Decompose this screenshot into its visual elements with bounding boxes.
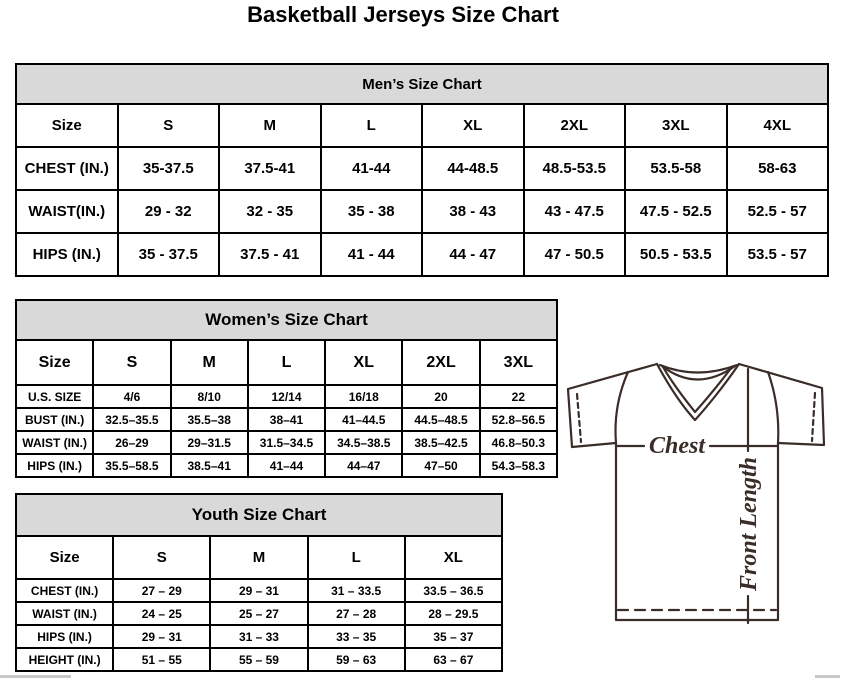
- column-header: S: [93, 340, 170, 385]
- table-header-row: [16, 340, 557, 385]
- row-label: WAIST (IN.): [16, 602, 113, 625]
- left-armhole-seam: [616, 372, 629, 443]
- size-table: [15, 63, 829, 277]
- womens-size-chart: [15, 299, 558, 476]
- front-length-label: Front Length: [736, 456, 762, 592]
- size-value-cell: 35 - 37.5: [118, 233, 220, 276]
- size-value-cell: 29 - 32: [118, 190, 220, 233]
- right-armhole-seam: [768, 372, 778, 443]
- column-header: 3XL: [480, 340, 557, 385]
- column-header: 3XL: [625, 104, 727, 147]
- size-value-cell: 35 – 37: [405, 625, 502, 648]
- chest-label: Chest: [648, 433, 706, 459]
- youth-size-chart: [15, 493, 503, 670]
- column-header: XL: [325, 340, 402, 385]
- right-cuff-dashed-line: [812, 393, 815, 441]
- column-header: L: [321, 104, 423, 147]
- size-value-cell: 37.5 - 41: [219, 233, 321, 276]
- table-row: [16, 602, 502, 625]
- size-value-cell: 44.5–48.5: [402, 408, 479, 431]
- size-value-cell: 27 – 28: [308, 602, 405, 625]
- size-value-cell: 31 – 33.5: [308, 579, 405, 602]
- size-value-cell: 28 – 29.5: [405, 602, 502, 625]
- row-label: HIPS (IN.): [16, 233, 118, 276]
- size-value-cell: 52.5 - 57: [727, 190, 829, 233]
- column-header: 4XL: [727, 104, 829, 147]
- size-value-cell: 29 – 31: [210, 579, 307, 602]
- table-row: [16, 147, 828, 190]
- table-title: Men’s Size Chart: [16, 64, 828, 104]
- table-row: [16, 625, 502, 648]
- column-header: Size: [16, 536, 113, 579]
- size-value-cell: 41–44.5: [325, 408, 402, 431]
- size-value-cell: 44 - 47: [422, 233, 524, 276]
- column-header: XL: [422, 104, 524, 147]
- row-label: U.S. SIZE: [16, 385, 93, 408]
- table-row: [16, 233, 828, 276]
- column-header: M: [210, 536, 307, 579]
- column-header: 2XL: [402, 340, 479, 385]
- size-value-cell: 41 - 44: [321, 233, 423, 276]
- size-value-cell: 53.5 - 57: [727, 233, 829, 276]
- jersey-right-sleeve: [739, 364, 824, 445]
- size-value-cell: 26–29: [93, 431, 170, 454]
- column-header: Size: [16, 340, 93, 385]
- column-header: S: [118, 104, 220, 147]
- horizontal-scrollbar-fragment-right[interactable]: [815, 675, 840, 678]
- table-row: [16, 648, 502, 671]
- size-value-cell: 29–31.5: [171, 431, 248, 454]
- page-title: Basketball Jerseys Size Chart: [247, 2, 559, 27]
- table-row: [16, 408, 557, 431]
- size-value-cell: 24 – 25: [113, 602, 210, 625]
- size-value-cell: 38 - 43: [422, 190, 524, 233]
- size-value-cell: 32.5–35.5: [93, 408, 170, 431]
- row-label: WAIST (IN.): [16, 431, 93, 454]
- size-value-cell: 38.5–42.5: [402, 431, 479, 454]
- size-value-cell: 41–44: [248, 454, 325, 477]
- size-value-cell: 34.5–38.5: [325, 431, 402, 454]
- table-row: [16, 454, 557, 477]
- column-header: S: [113, 536, 210, 579]
- size-value-cell: 4/6: [93, 385, 170, 408]
- size-value-cell: 29 – 31: [113, 625, 210, 648]
- row-label: CHEST (IN.): [16, 579, 113, 602]
- size-value-cell: 53.5-58: [625, 147, 727, 190]
- size-value-cell: 35-37.5: [118, 147, 220, 190]
- size-value-cell: 25 – 27: [210, 602, 307, 625]
- column-header: L: [248, 340, 325, 385]
- size-value-cell: 51 – 55: [113, 648, 210, 671]
- size-value-cell: 31 – 33: [210, 625, 307, 648]
- size-value-cell: 35 - 38: [321, 190, 423, 233]
- table-row: [16, 579, 502, 602]
- row-label: HIPS (IN.): [16, 625, 113, 648]
- size-value-cell: 44-48.5: [422, 147, 524, 190]
- size-table: [15, 299, 558, 478]
- table-row: [16, 431, 557, 454]
- size-value-cell: 35.5–58.5: [93, 454, 170, 477]
- column-header: M: [171, 340, 248, 385]
- size-value-cell: 22: [480, 385, 557, 408]
- size-value-cell: 58-63: [727, 147, 829, 190]
- size-value-cell: 32 - 35: [219, 190, 321, 233]
- size-value-cell: 54.3–58.3: [480, 454, 557, 477]
- row-label: WAIST(IN.): [16, 190, 118, 233]
- size-value-cell: 37.5-41: [219, 147, 321, 190]
- size-value-cell: 12/14: [248, 385, 325, 408]
- size-value-cell: 59 – 63: [308, 648, 405, 671]
- size-value-cell: 16/18: [325, 385, 402, 408]
- size-value-cell: 38–41: [248, 408, 325, 431]
- size-value-cell: 33.5 – 36.5: [405, 579, 502, 602]
- size-value-cell: 46.8–50.3: [480, 431, 557, 454]
- size-value-cell: 20: [402, 385, 479, 408]
- table-header-row: [16, 536, 502, 579]
- size-value-cell: 47 - 50.5: [524, 233, 626, 276]
- row-label: BUST (IN.): [16, 408, 93, 431]
- size-value-cell: 41-44: [321, 147, 423, 190]
- column-header: Size: [16, 104, 118, 147]
- horizontal-scrollbar-fragment-left[interactable]: [0, 675, 71, 678]
- size-value-cell: 47–50: [402, 454, 479, 477]
- size-table: [15, 493, 503, 672]
- column-header: 2XL: [524, 104, 626, 147]
- column-header: XL: [405, 536, 502, 579]
- size-value-cell: 44–47: [325, 454, 402, 477]
- size-value-cell: 48.5-53.5: [524, 147, 626, 190]
- size-value-cell: 35.5–38: [171, 408, 248, 431]
- size-value-cell: 50.5 - 53.5: [625, 233, 727, 276]
- table-header-row: [16, 104, 828, 147]
- column-header: M: [219, 104, 321, 147]
- mens-size-chart: [15, 63, 829, 275]
- size-value-cell: 8/10: [171, 385, 248, 408]
- jersey-measurement-diagram: [558, 356, 836, 634]
- table-title: Youth Size Chart: [16, 494, 502, 536]
- size-value-cell: 27 – 29: [113, 579, 210, 602]
- size-value-cell: 43 - 47.5: [524, 190, 626, 233]
- left-cuff-dashed-line: [577, 394, 581, 442]
- size-value-cell: 33 – 35: [308, 625, 405, 648]
- size-value-cell: 52.8–56.5: [480, 408, 557, 431]
- row-label: HEIGHT (IN.): [16, 648, 113, 671]
- size-value-cell: 55 – 59: [210, 648, 307, 671]
- row-label: HIPS (IN.): [16, 454, 93, 477]
- table-row: [16, 385, 557, 408]
- table-title: Women’s Size Chart: [16, 300, 557, 340]
- table-row: [16, 190, 828, 233]
- column-header: L: [308, 536, 405, 579]
- size-value-cell: 38.5–41: [171, 454, 248, 477]
- size-value-cell: 47.5 - 52.5: [625, 190, 727, 233]
- size-value-cell: 63 – 67: [405, 648, 502, 671]
- row-label: CHEST (IN.): [16, 147, 118, 190]
- size-value-cell: 31.5–34.5: [248, 431, 325, 454]
